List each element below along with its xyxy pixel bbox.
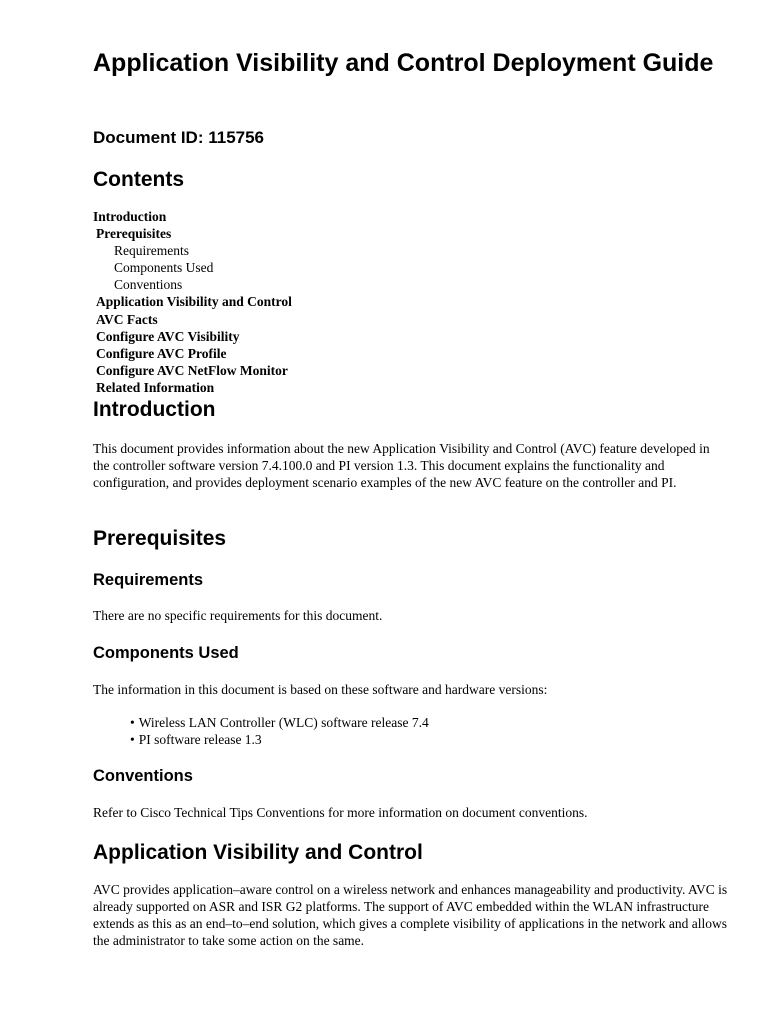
components-list (130, 714, 429, 748)
prerequisites-heading: Prerequisites (93, 527, 227, 550)
document-id: Document ID: 115756 (93, 128, 265, 147)
toc-item-configure-avc-visibility[interactable]: Configure AVC Visibility (96, 328, 240, 344)
contents-heading: Contents (93, 168, 184, 191)
toc-item-conventions[interactable]: Conventions (114, 277, 183, 293)
conventions-heading: Conventions (93, 767, 193, 785)
list-item: • PI software release 1.3 (130, 731, 429, 748)
conventions-paragraph: Refer to Cisco Technical Tips Conventions for more information on document conventions. (93, 805, 588, 820)
toc-item-requirements[interactable]: Requirements (114, 243, 189, 259)
toc-item-prerequisites[interactable]: Prerequisites (96, 226, 172, 242)
toc-item-components-used[interactable]: Components Used (114, 260, 214, 276)
components-used-heading: Components Used (93, 644, 239, 662)
list-item: • Wireless LAN Controller (WLC) software release 7.4 (130, 714, 429, 731)
toc-item-application-visibility-and-control[interactable]: Application Visibility and Control (96, 294, 292, 310)
toc-item-introduction[interactable]: Introduction (93, 209, 167, 224)
document-title: Application Visibility and Control Deployment Guide (93, 49, 714, 77)
requirements-paragraph: There are no specific requirements for this document. (93, 608, 383, 623)
components-used-paragraph: The information in this document is based on these software and hardware versions: (93, 682, 548, 697)
avc-heading: Application Visibility and Control (93, 841, 423, 864)
avc-paragraph: AVC provides application–aware control on a wireless network and enhances manageability and productivity. AVC is already supported on ASR and ISR G2 platforms. The support of AVC embedded within the WLAN infrastructure extends as this as an end–to–end solution, which gives a complete visibility of applications in the network and allows the administrator to take some action on the same. (93, 882, 728, 948)
requirements-heading: Requirements (93, 571, 204, 589)
toc-item-avc-facts[interactable]: AVC Facts (96, 311, 158, 327)
toc-item-related-information[interactable]: Related Information (96, 379, 215, 395)
table-of-contents (93, 208, 292, 396)
toc-item-configure-avc-profile[interactable]: Configure AVC Profile (96, 345, 227, 361)
introduction-paragraph: This document provides information about the new Application Visibility and Control (AVC) feature developed in the controller software version 7.4.100.0 and PI version 1.3. This document explains the functionality and configuration, and provides deployment scenario examples of the new AVC feature on the controller and PI. (93, 441, 710, 490)
introduction-heading: Introduction (93, 398, 216, 421)
toc-item-configure-avc-netflow-monitor[interactable]: Configure AVC NetFlow Monitor (96, 362, 288, 378)
